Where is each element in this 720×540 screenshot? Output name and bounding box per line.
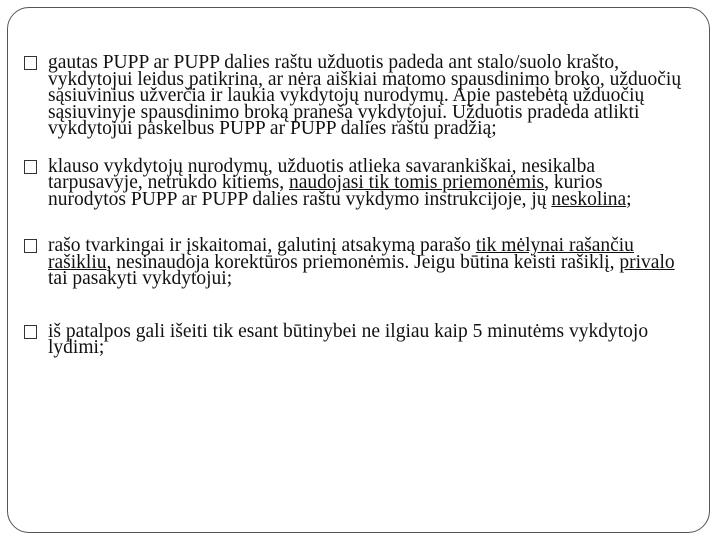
checkbox-bullet-icon bbox=[24, 325, 37, 339]
list-item bbox=[24, 155, 684, 210]
underlined-text: neskolina bbox=[551, 188, 627, 210]
underlined-text: tik mėlynai rašančiu rašikliu bbox=[48, 235, 634, 273]
item-text: tai pasakyti vykdytojui; bbox=[48, 268, 233, 289]
checkbox-bullet-icon bbox=[24, 160, 37, 174]
underlined-text: naudojasi tik tomis priemonėmis bbox=[289, 172, 545, 193]
item-text: gautas PUPP ar PUPP dalies raštu užduotis padeda ant stalo/suolo krašto, vykdytojui leidus patikrina, ar nėra aiškiai matomo spausdinimo broko, užduočių sąsiuvinius užverčia ir laukia vykdytojų nurodymų. Apie pastebėtą užduočių sąsiuvinyje spausdinimo broką praneša vykdytojui. Užduotis pradeda atlikti vykdytojui paskelbus PUPP ar PUPP dalies raštu pradžią; bbox=[48, 52, 682, 139]
item-text: klauso vykdytojų nurodymų, užduotis atlieka savarankiškai, nesikalba tarpusavyje, netrukdo kitiems, bbox=[48, 155, 595, 193]
item-text: , nesinaudoja korektūros priemonėmis. Jeigu būtina keisti rašiklį, bbox=[106, 251, 620, 273]
item-text: rašo tvarkingai ir įskaitomai, galutinį atsakymą parašo bbox=[48, 235, 476, 256]
item-text: iš patalpos gali išeiti tik esant būtinybei ne ilgiau kaip 5 minutėms vykdytojo lydimi; bbox=[48, 320, 649, 358]
checkbox-bullet-icon bbox=[24, 239, 37, 253]
checkbox-bullet-icon bbox=[24, 56, 37, 70]
list-item bbox=[24, 235, 684, 289]
bullet-list bbox=[24, 52, 684, 358]
item-text: ; bbox=[626, 188, 632, 210]
underlined-text: privalo bbox=[619, 251, 675, 273]
list-item bbox=[24, 320, 684, 358]
list-item bbox=[24, 52, 684, 139]
item-text: , kurios nurodytos PUPP ar PUPP dalies raštu vykdymo instrukcijoje, jų bbox=[48, 172, 603, 210]
